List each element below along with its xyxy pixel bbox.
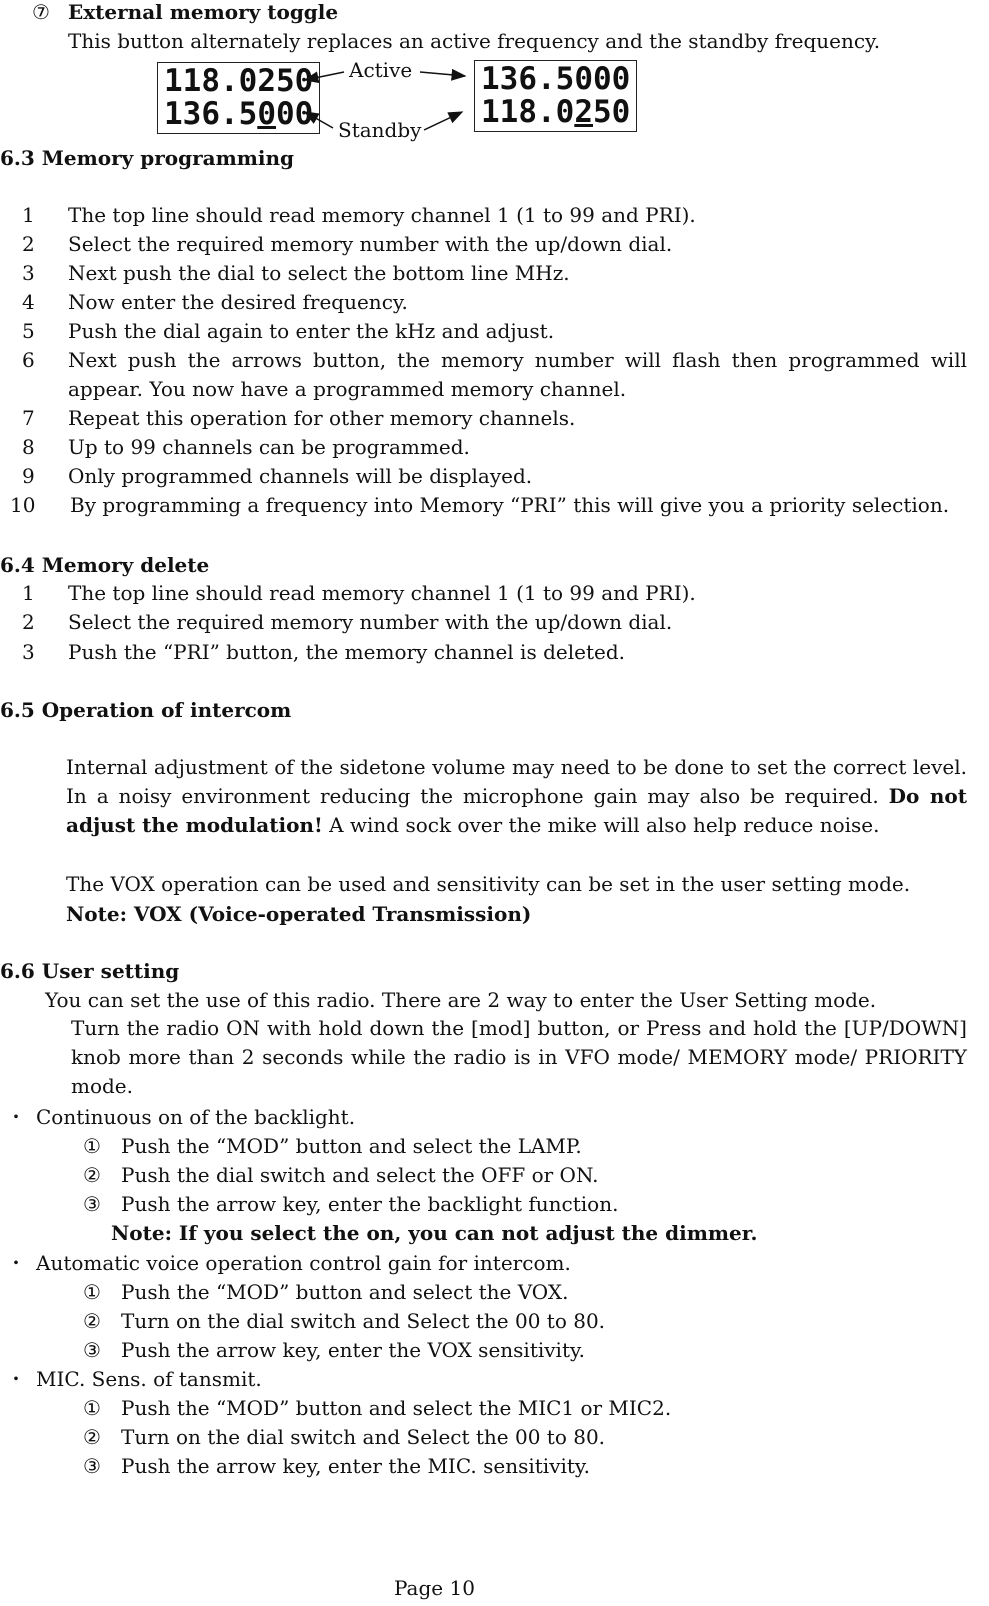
list-item-text: Up to 99 channels can be programmed. bbox=[68, 435, 470, 459]
step-marker: ② bbox=[83, 1163, 101, 1187]
arrow-to-left-active bbox=[305, 72, 344, 80]
vox-paragraph: The VOX operation can be used and sensitivity can be set in the user setting mode. bbox=[66, 872, 911, 896]
step-text: Push the arrow key, enter the backlight function. bbox=[121, 1192, 619, 1216]
list-number: 9 bbox=[22, 464, 35, 488]
group-title: Automatic voice operation control gain for intercom. bbox=[36, 1251, 571, 1275]
step-marker: ① bbox=[83, 1134, 101, 1158]
arrow-to-left-standby bbox=[305, 112, 333, 128]
user-setting-intro: You can set the use of this radio. There are 2 way to enter the User Setting mode. bbox=[45, 988, 877, 1012]
step-text: Push the dial switch and select the OFF or ON. bbox=[121, 1163, 599, 1187]
list-number: 1 bbox=[22, 203, 35, 227]
heading-memory-programming: 6.3 Memory programming bbox=[0, 146, 295, 170]
lcd-standby-line: 118.0250 bbox=[481, 94, 631, 130]
page-number: Page 10 bbox=[394, 1576, 475, 1600]
lcd-active-line: 118.0250 bbox=[164, 63, 314, 99]
step-marker: ③ bbox=[83, 1454, 101, 1478]
section-description: This button alternately replaces an active frequency and the standby frequency. bbox=[68, 29, 881, 53]
list-number: 3 bbox=[22, 261, 35, 285]
group-note: Note: If you select the on, you can not adjust the dimmer. bbox=[111, 1221, 758, 1245]
step-text: Push the “MOD” button and select the MIC1 or MIC2. bbox=[121, 1396, 672, 1420]
lcd-standby-line: 136.5000 bbox=[164, 96, 314, 132]
bullet: ・ bbox=[6, 1367, 26, 1391]
label-active: Active bbox=[349, 58, 413, 82]
vox-note: Note: VOX (Voice-operated Transmission) bbox=[66, 902, 532, 926]
arrow-to-right-active bbox=[420, 72, 465, 76]
list-item-text: Now enter the desired frequency. bbox=[68, 290, 408, 314]
bullet: ・ bbox=[6, 1105, 26, 1129]
step-text: Turn on the dial switch and Select the 00 to 80. bbox=[121, 1425, 606, 1449]
section-title: External memory toggle bbox=[68, 0, 339, 24]
group-title: Continuous on of the backlight. bbox=[36, 1105, 356, 1129]
list-item-text: Select the required memory number with the up/down dial. bbox=[68, 610, 673, 634]
section-marker: ⑦ bbox=[32, 0, 50, 24]
list-number: 5 bbox=[22, 319, 35, 343]
arrow-to-right-standby bbox=[424, 112, 462, 130]
list-number: 3 bbox=[22, 640, 35, 664]
step-marker: ③ bbox=[83, 1192, 101, 1216]
list-item-text: Push the “PRI” button, the memory channel is deleted. bbox=[68, 640, 625, 664]
list-item-text: Select the required memory number with the up/down dial. bbox=[68, 232, 673, 256]
label-standby: Standby bbox=[338, 118, 422, 142]
lcd-active-line: 136.5000 bbox=[481, 61, 631, 97]
step-text: Push the “MOD” button and select the VOX. bbox=[121, 1280, 569, 1304]
list-number: 4 bbox=[22, 290, 35, 314]
step-text: Push the arrow key, enter the VOX sensitivity. bbox=[121, 1338, 585, 1362]
step-marker: ① bbox=[83, 1396, 101, 1420]
user-setting-paragraph: Turn the radio ON with hold down the [mod] button, or Press and hold the [UP/DOWN] knob more than 2 seconds while the radio is in VFO mode/ MEMORY mode/ PRIORITY mode. bbox=[71, 1016, 967, 1098]
list-item-text: By programming a frequency into Memory “PRI” this will give you a priority selection. bbox=[70, 493, 950, 517]
list-item-text: The top line should read memory channel 1 (1 to 99 and PRI). bbox=[68, 581, 696, 605]
step-text: Turn on the dial switch and Select the 00 to 80. bbox=[121, 1309, 606, 1333]
list-item-text: Only programmed channels will be displayed. bbox=[68, 464, 533, 488]
list-item-text: Push the dial again to enter the kHz and adjust. bbox=[68, 319, 555, 343]
list-number: 2 bbox=[22, 232, 35, 256]
group-title: MIC. Sens. of tansmit. bbox=[36, 1367, 262, 1391]
list-number: 7 bbox=[22, 406, 35, 430]
heading-intercom: 6.5 Operation of intercom bbox=[0, 698, 292, 722]
list-number: 2 bbox=[22, 610, 35, 634]
list-item-text: The top line should read memory channel 1 (1 to 99 and PRI). bbox=[68, 203, 696, 227]
intercom-paragraph: Internal adjustment of the sidetone volume may need to be done to set the correct level. In a noisy environment reducing the microphone gain may also be required. Do not adjust the modulation! A wind sock over the mike will also help reduce noise. bbox=[66, 755, 968, 837]
list-item-text: Next push the dial to select the bottom line MHz. bbox=[68, 261, 570, 285]
heading-user-setting: 6.6 User setting bbox=[0, 959, 180, 983]
heading-memory-delete: 6.4 Memory delete bbox=[0, 553, 210, 577]
list-number: 8 bbox=[22, 435, 35, 459]
step-marker: ③ bbox=[83, 1338, 101, 1362]
step-marker: ① bbox=[83, 1280, 101, 1304]
step-marker: ② bbox=[83, 1309, 101, 1333]
swap-arrows-diagram bbox=[0, 0, 989, 160]
list-item-text: Next push the arrows button, the memory number will flash then programmed will appear. You now have a programmed memory channel. bbox=[68, 348, 967, 401]
step-text: Push the arrow key, enter the MIC. sensitivity. bbox=[121, 1454, 590, 1478]
list-number: 6 bbox=[22, 348, 35, 372]
list-number: 1 bbox=[22, 581, 35, 605]
step-marker: ② bbox=[83, 1425, 101, 1449]
list-number: 10 bbox=[10, 493, 36, 517]
step-text: Push the “MOD” button and select the LAMP. bbox=[121, 1134, 582, 1158]
bullet: ・ bbox=[6, 1251, 26, 1275]
list-item-text: Repeat this operation for other memory channels. bbox=[68, 406, 576, 430]
